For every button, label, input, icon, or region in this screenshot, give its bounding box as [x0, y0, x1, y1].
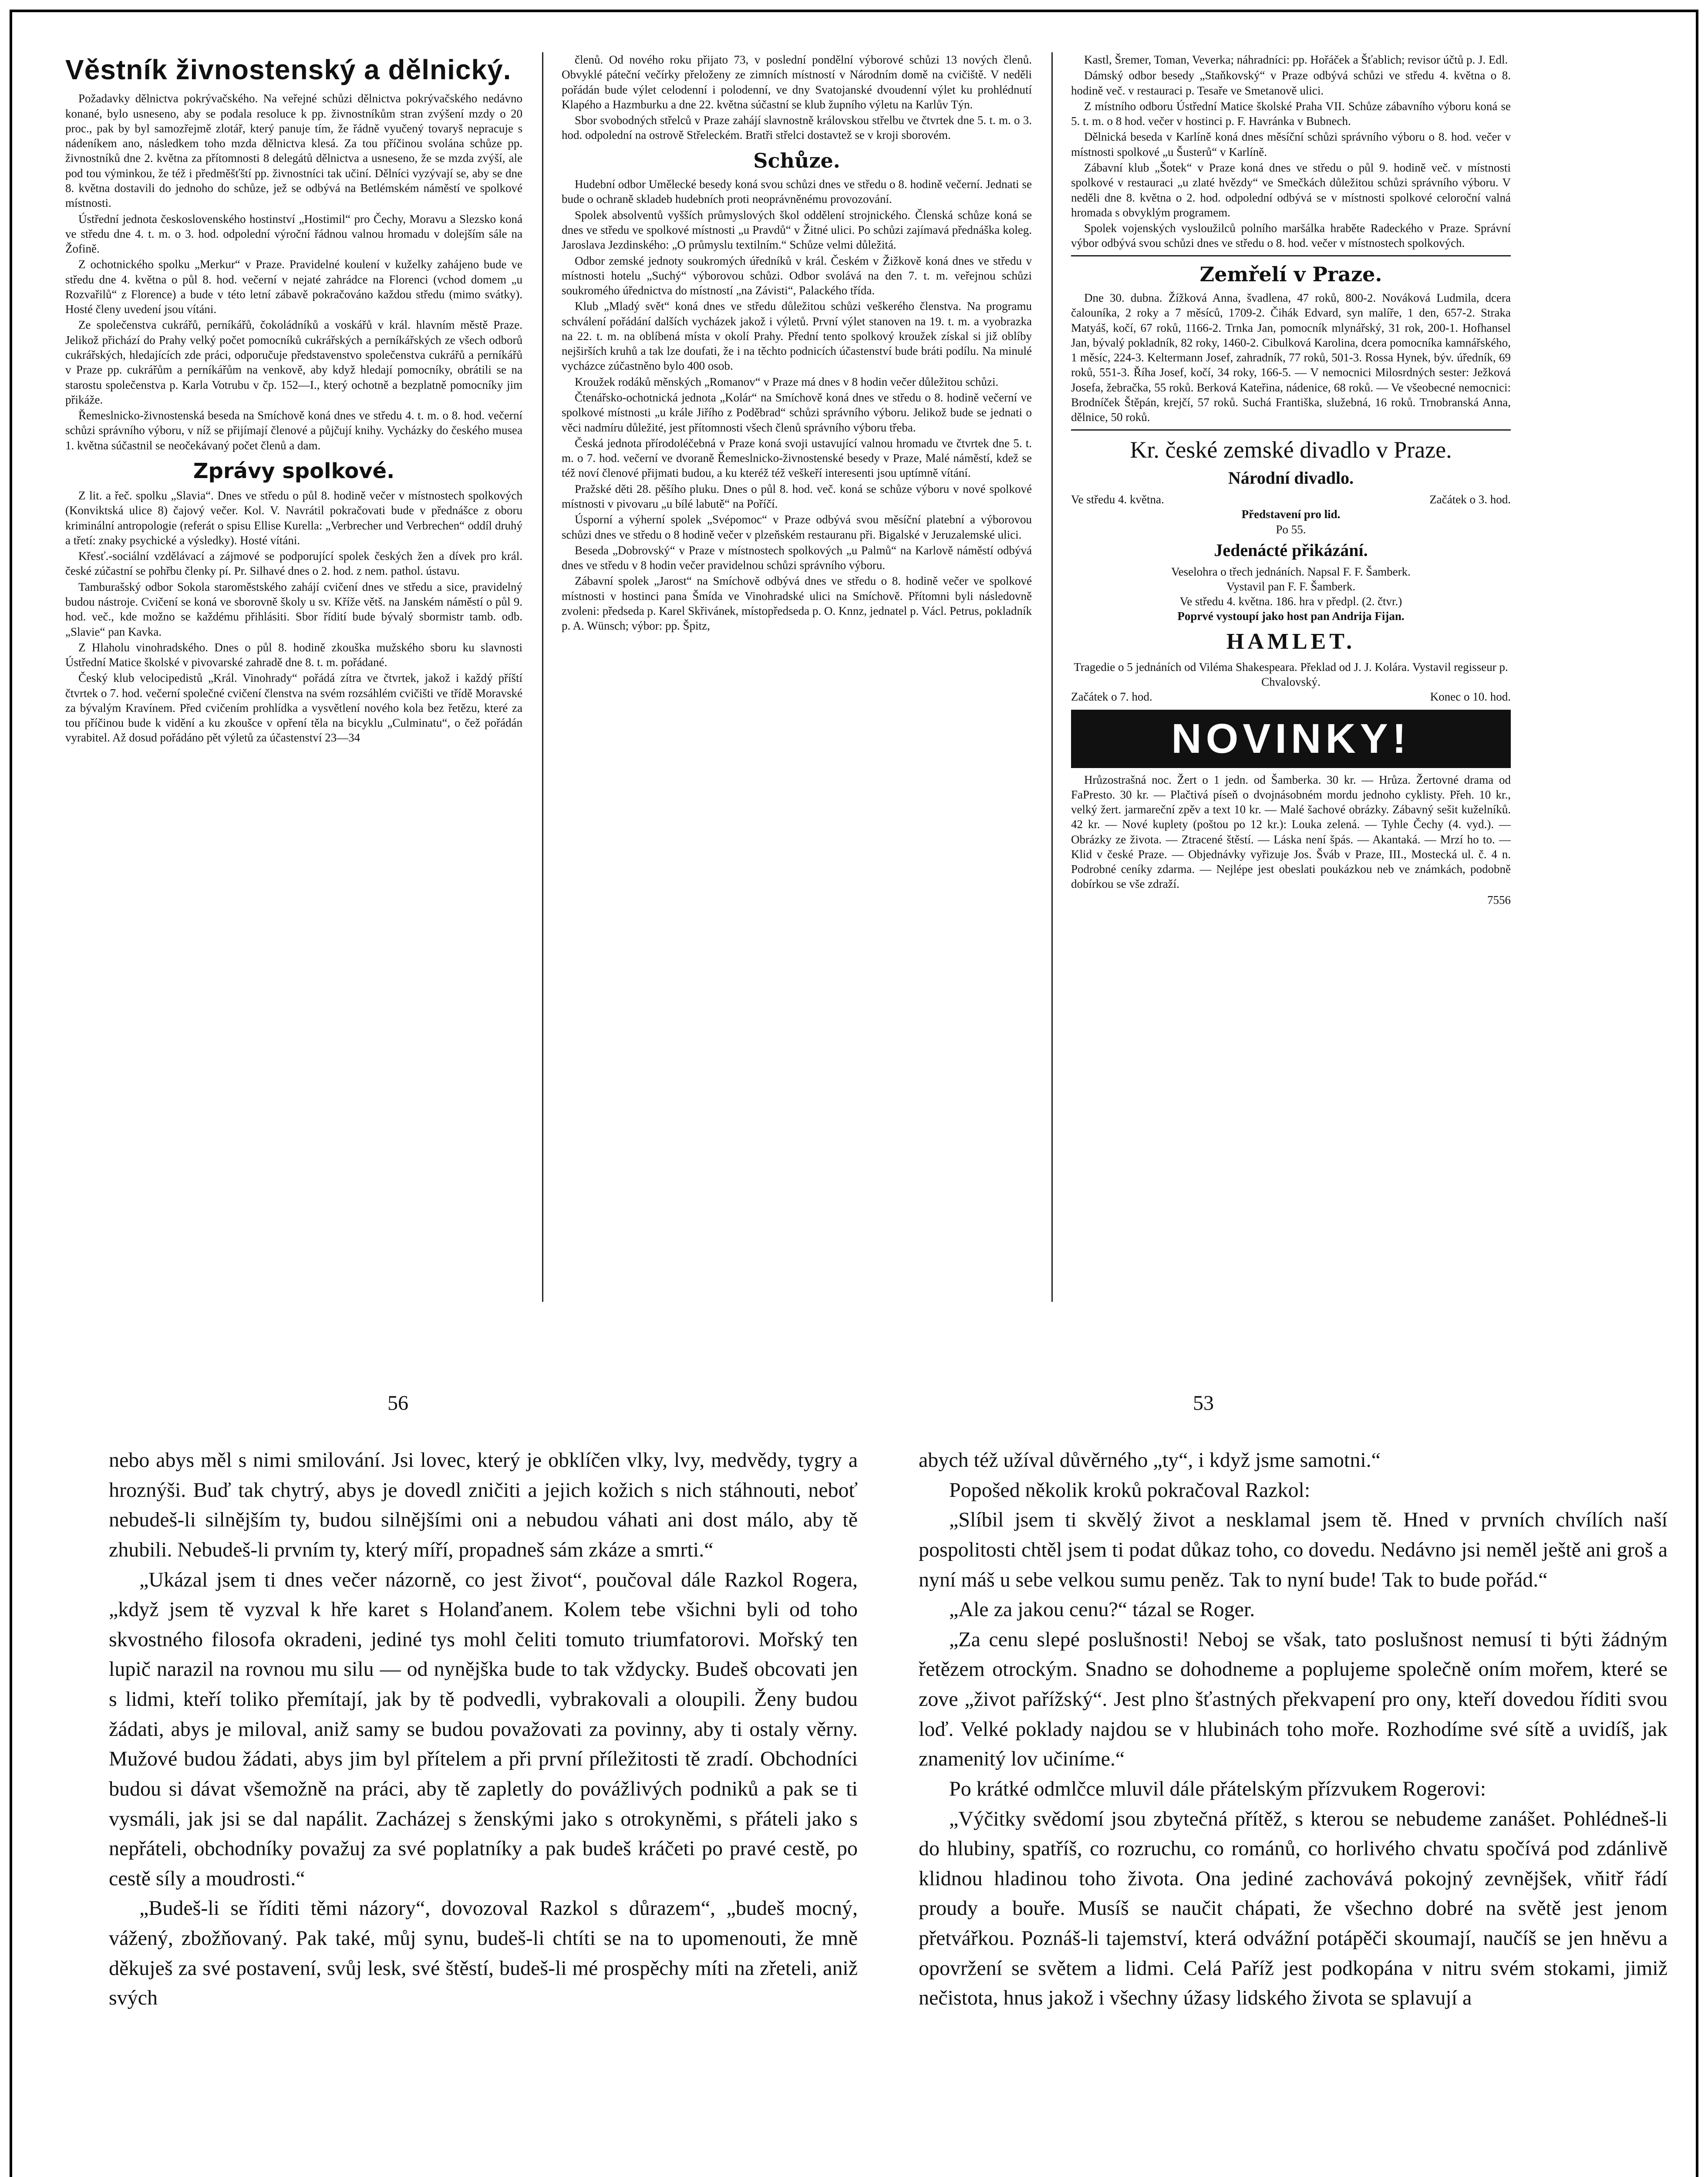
newspaper-column-1	[65, 52, 522, 1302]
theatre-end: Konec o 10. hod.	[1430, 690, 1511, 704]
ad-number: 7556	[1487, 893, 1511, 907]
news-item: Dámský odbor besedy „Staňkovský“ v Praze odbývá schůzi ve středu 4. května o 8. hodině več. v restauraci p. Tesaře ve Smetanově ulici.	[1071, 69, 1511, 97]
news-item: Ze společenstva cukrářů, perníkářů, čokoládníků a voskářů v král. hlavním městě Praze. Jelikož přichází do Prahy velký počet pomocníků cukrářských a perníkářských ze všech odborů cukrářských, hledajících zde práci, odporučuje představenstvo společenstva cukrářů a perníkářů v Praze pp. cukrářům a perníkářům na venkově, aby když hledají pomocníky, obrátili se na starostu společenstva p. Karla Votrubu v čp. 152—I., který ochotně a bezplatně pomocníky jim přikáže.	[65, 318, 522, 406]
masthead: Věstník živnostenský a dělnický.	[65, 54, 512, 85]
newspaper-column-3	[1071, 52, 1511, 1302]
theatre-start: Začátek o 3. hod.	[1429, 492, 1511, 506]
news-item: Kastl, Šremer, Toman, Veverka; náhradníci: pp. Hořáček a Šťablich; revisor účtů p. J. Edl.	[1084, 53, 1508, 66]
theatre-row	[1071, 689, 1511, 704]
theatre-line: Vystavil pan F. F. Šamberk.	[1226, 580, 1356, 593]
news-item: Řemeslnicko-živnostenská beseda na Smíchově koná dnes ve středu 4. t. m. o 8. hod. večerní schůzi správního výboru, v níž se přijímají členové a půjčují knihy. Vycházky do českého musea 1. května súčastnil se neočekávaný počet členů a dam.	[65, 409, 522, 452]
news-item: Z lit. a řeč. spolku „Slavia“. Dnes ve středu o půl 8. hodině večer v místnostech spolkových (Konviktská ulice 8) čajový večer. Kol. V. Navrátil pokračovati bude v přednášce z oboru kriminální antropologie (referát o spisu Ellise Kurella: „Verbrecher und Verbrechen“ oddíl druhý a třetí: znaky psychické a výsledky). Hosté vítáni.	[65, 489, 522, 547]
news-item: Dělnická beseda v Karlíně koná dnes měsíční schůzi správního výboru o 8. hod. večer v místnosti spolkové „u Šusterů“ v Karlíně.	[1071, 130, 1511, 158]
news-item: Z místního odboru Ústřední Matice školské Praha VII. Schůze zábavního výboru koná se 5. t. m. o 8 hod. večer v hostinci p. F. Havránka v Bubnech.	[1071, 99, 1511, 128]
theatre-line: Tragedie o 5 jednáních od Viléma Shakespeara. Překlad od J. J. Kolára. Vystavil regisseur p. Chvalovský.	[1074, 660, 1508, 689]
theatre-line: Ve středu 4. května. 186. hra v předpl. (2. čtvr.)	[1179, 595, 1402, 608]
news-item: Český klub velocipedistů „Král. Vinohrady“ pořádá zítra ve čtvrtek, jakož i každý příští čtvrtek o 7. hod. večerní společné cvičení členstva na svém rozsáhlém cvičišti ve třídě Moravské za bývalým Kravínem. Před cvičením prohlídka a vysvětlení nového kola bez řetězu, které za tou příčinou bude k vidění a ku zkoušce v opření těla na bicyklu „Culminatu“, o čež pořádán vyrabitel. Až dosud pořádáno pět výletů za účastenství 23—34	[65, 671, 522, 745]
paragraph: Po krátké odmlčce mluvil dále přátelským přízvukem Rogerovi:	[949, 1777, 1486, 1800]
death-notices: Dne 30. dubna. Žížková Anna, švadlena, 47 roků, 800-2. Nováková Ludmila, dcera čalouníka, 2 roky a 7 měsíců, 1709-2. Čihák Edvard, syn malíře, 1 den, 657-2. Straka Matyáš, kočí, 67 roků, 1166-2. Trnka Jan, pomocník mlynářský, 31 rok, 200-1. Hofhansel Jan, bývalý pokladník, 82 roky, 1460-2. Cibulková Karolina, dcera pomocníka kamnářského, 1 měsíc, 224-3. Keltermann Josef, zahradník, 77 roků, 501-3. Rossa Hynek, býv. úředník, 69 roků, 551-3. Říha Josef, kočí, 34 roky, 166-5. — V nemocnici Milosrdných sester: Ježková Josefa, žebračka, 55 roků. Berková Kateřina, nádenice, 68 roků. — Ve všeobecné nemocnici: Brodníček Štěpán, krejčí, 57 roků. Suchá Františka, služebná, 16 roků. Trnobranská Anna, dělnice, 50 roků.	[1071, 291, 1511, 424]
newspaper-column-2	[562, 52, 1032, 1302]
novinky-text: Hrůzostrašná noc. Žert o 1 jedn. od Šamberka. 30 kr. — Hrůza. Žertovné drama od FaPresto. 30 kr. — Plačtivá píseň o dvojnásobném mordu jednoho cyklisty. Přeh. 10 kr., velký žert. jarmareční zpěv a text 10 kr. — Malé šachové obrázky. Zábavný sešit kuželníků. 42 kr. — Nové kuplety (poštou po 12 kr.): Louka zelená. — Tyhle Čechy (4. vyd.). — Obrázky ze života. — Ztracené štěstí. — Láska není špás. — Akantaká. — Mrzí ho to. — Klid v české Praze. — Objednávky vyřizuje Jos. Šváb v Praze, III., Mostecká ul. č. 4 n. Podrobné ceníky zdarma. — Nejlépe jest obeslati poukázkou neb ve známkách, podobně dobírkou se vše zdraží.	[1071, 773, 1511, 891]
paragraph: „Slíbil jsem ti skvělý život a nesklamal jsem tě. Hned v prvních chvílích naší pospolitosti chtěl jsem ti podat důkaz toho, co dovedu. Nedávno jsi neměl ještě ani groš a nyní máš u sebe velkou sumu peněz. Tak to nyní bude! Tak to bude pořád.“	[919, 1508, 1668, 1591]
paragraph: „Budeš-li se říditi těmi názory“, dovozoval Razkol s důrazem“, „budeš mocný, vážený, zbožňovaný. Pak také, můj synu, budeš-li chtíti se na to upomenouti, že mně děkuješ za své postavení, svůj lesk, své štěstí, budeš-li mé prospěchy míti na zřeteli, aniž svých	[109, 1897, 858, 2010]
news-item: členů. Od nového roku přijato 73, v poslední pondělní výborové schůzi 13 nových členů. Obvyklé páteční večírky přeloženy ze zimních místností v Národním domě na cvičiště. V neděli pořádán bude výlet celodenní i polodenní, ve dny Svatojanské dvoudenní výlet ku prohlédnutí Klapého a Hazmburku a dne 22. května súčastní se klub župního výletu na Karlův Týn.	[562, 53, 1032, 111]
news-item: Spolek absolventů vyšších průmyslových škol oddělení strojnického. Členská schůze koná se dnes ve středu ve spolkové místnosti „u Pravdů“ v Žitné ulici. Po schůzi zajímavá přednáška koleg. Jaroslava Jezdinského: „O průmyslu textilním.“ Schůze velmi důležitá.	[562, 208, 1032, 252]
paragraph: abych též užíval důvěrného „ty“, i když jsme samotni.“	[919, 1449, 1381, 1472]
theatre-start: Začátek o 7. hod.	[1071, 690, 1152, 704]
news-item: Křesť.-sociální vzdělávací a zájmové se podporující spolek českých žen a dívek pro král. české zúčastní se pohřbu členky pí. Pr. Silhavé dnes o 2. hod. z nem. pathol. ústavu.	[65, 549, 522, 578]
theatre-line: Poprvé vystoupí jako host pan Andrija Fijan.	[1177, 610, 1405, 623]
news-item: Požadavky dělnictva pokrývačského. Na veřejné schůzi dělnictva pokrývačského nedávno konané, bylo usneseno, aby se podala resoluce k pp. živnostníkům stran zvýšení mzdy o 20 proc., pak by byl samozřejmě zlotář, který panuje tím, že řádně vyučený tovaryš nepracuje s nádeníkem ano, následkem toho mzda dělnictva klesá. Za tou příčinou svolána schůze pp. živnostníků dne 2. května za přítomnosti 8 delegátů dělnictva a usneseno, že se mzda zvýší, ale pod tou výminkou, že též i předměšťští pp. živnostníci tak učiní. Dělníci vyzývají se, aby se dne 8. května dostavili do jednoho do schůze, jež se odbývá na Betlémském náměstí ve spolkové místnosti.	[65, 92, 522, 210]
column-rule	[1051, 52, 1053, 1302]
news-item: Ústřední jednota československého hostinství „Hostimil“ pro Čechy, Moravu a Slezsko koná ve středu dne 4. t. m. o 3. hod. odpolední výroční řádnou valnou hromadu v dolejším sále na Žofině.	[65, 212, 522, 256]
section-heading-zemreli: Zemřelí v Praze.	[1199, 262, 1382, 286]
theatre-subtitle: Národní divadlo.	[1228, 468, 1354, 488]
theatre-date: Ve středu 4. května.	[1071, 492, 1164, 506]
news-item: Z ochotnického spolku „Merkur“ v Praze. Pravidelné koulení v kuželky zahájeno bude ve středu dne 4. května o půl 8. hod. večerní v nejaté zahrádce na Florenci (vchod domem „u Rozvařilů“ z Florence) a bude v této letní zábavě pokračováno každou středu (mimo svátky). Hosté členy uvedení jsou vítáni.	[65, 258, 522, 316]
news-item: Klub „Mladý svět“ koná dnes ve středu důležitou schůzi veškerého členstva. Na programu schválení pořádání dalších vycházek jakož i výletů. První výlet stanoven na 19. t. m. a vyobrazka na 22. t. m. na oblíbená místa v okolí Prahy. Přední tento spolkový kroužek získal si již oblíby nejširších kruhů a tak lze doufati, že i na těchto podnicích účastenství bude bráti podílu. Na minulé vycházce zúčastněno bylo 400 osob.	[562, 300, 1032, 373]
paragraph: „Ale za jakou cenu?“ tázal se Roger.	[949, 1598, 1255, 1621]
page-number-left: 56	[387, 1392, 408, 1415]
news-item: Z Hlaholu vinohradského. Dnes o půl 8. hodině zkouška mužského sboru ku slavnosti Ústřední Matice školské v pivovarské zahradě dne 8. t. m. pořádané.	[65, 640, 522, 669]
newspaper-clipping	[65, 52, 1511, 1302]
theatre-line: Veselohra o třech jednáních. Napsal F. F. Šamberk.	[1171, 565, 1411, 578]
news-item: Kroužek rodáků měnských „Romanov“ v Praze má dnes v 8 hodin večer důležitou schůzi.	[575, 375, 999, 388]
news-item: Hudební odbor Umělecké besedy koná svou schůzi dnes ve středu o 8. hodině večerní. Jednati se bude o ochraně skladeb hudebních proti neoprávněnému provozování.	[562, 178, 1032, 206]
news-item: Tamburašský odbor Sokola staroměstského zahájí cvičení dnes ve středu a sice, pravidelný budou nástroje. Cvičení se koná ve sborovně školy u sv. Kříže větš. na Janském náměstí o půl 9. hod. več., kde možno se každému přihlásiti. Sbor řídití bude bývalý sbormistr tamb. odb. „Slavie“ pan Kavka.	[65, 580, 522, 638]
book-page-left	[109, 1446, 858, 2013]
news-item: Odbor zemské jednoty soukromých úředníků v král. Českém v Žižkově koná dnes ve středu v místnosti hotelu „Suchý“ výborovou schůzi. Odbor svolává na den 7. t. m. veřejnou schůzi soukromého úřednictva do místností „na Závisti“, Palackého třída.	[562, 254, 1032, 297]
news-item: Spolek vojenských vysloužilců polního maršálka hraběte Radeckého v Praze. Správní výbor odbývá svou schůzi dnes ve středu o 8. hod. večer v místnostech spolkových.	[1071, 222, 1511, 250]
theatre-row	[1071, 492, 1511, 507]
section-heading-schuze: Schůze.	[753, 148, 840, 172]
column-rule	[542, 52, 543, 1302]
paragraph: nebo abys měl s nimi smilování. Jsi lovec, který je obklíčen vlky, lvy, medvědy, tygry a hroznýši. Buď tak chytrý, abys je dovedl zničiti a jejich kožich s nich stáhnouti, neboť nebudeš-li silnějším ty, budou silnějšími oni a nebudou váhati ani dost málo, aby tě zhubili. Nebudeš-li prvním ty, který míří, propadneš sám zkáze a smrti.“	[109, 1449, 858, 1561]
page-number-right: 53	[1193, 1392, 1214, 1415]
news-item: Zábavní spolek „Jarost“ na Smíchově odbývá dnes ve středu o 8. hodině večer ve spolkové místnosti v hostinci pana Šmída ve Vinohradské ulici na Smíchově. Přítomni byli následovně zvoleni: předseda p. Karel Skřivánek, místopředseda p. O. Knnz, jednatel p. Václ. Petrus, pokladník p. A. Wünsch; výbor: pp. Špitz,	[562, 574, 1032, 633]
news-item: Zábavní klub „Šotek“ v Praze koná dnes ve středu o půl 9. hodině več. v místnosti spolkové v restauraci „u zlaté hvězdy“ ve Smečkách důležitou schůzi správního výboru. V neděli dne 8. května o 2. hod. odpolední odbývá se v místnosti spolkové celoroční valná hromada s obvyklým programem.	[1071, 161, 1511, 219]
play-title: HAMLET.	[1226, 629, 1356, 654]
divider	[1071, 255, 1511, 256]
news-item: Česká jednota přírodoléčebná v Praze koná svoji ustavující valnou hromadu ve čtvrtek dne 5. t. m. o 7. hod. večerní ve dvoraně Řemeslnicko-živnostenské besedy v Praze, Malé náměstí, kdež se též noví členové přijmati budou, a ku kteréž též veškeří interesenti jsou uptímně vítání.	[562, 436, 1032, 480]
paragraph: „Za cenu slepé poslušnosti! Neboj se však, tato poslušnost nemusí ti býti žádným řetězem otrockým. Snadno se dohodneme a poplujeme společně oním mořem, které se zove „život pařížský“. Jest plno šťastných překvapení pro ony, kteří dovedou říditi svou loď. Velké poklady najdou se v hlubinách toho moře. Rozhodíme své sítě a uvidíš, jak znamenitý lov učiníme.“	[919, 1628, 1668, 1771]
divider	[1071, 429, 1511, 431]
theatre-line: Představení pro lid.	[1241, 508, 1341, 521]
paragraph: „Výčitky svědomí jsou zbytečná přítěž, s kterou se nebudeme zanášet. Pohlédneš-li do hlubiny, spatříš, co rozruchu, co románů, co horlivého chvatu spočívá pod zdánlivě klidnou hladinou toho života. Ona jediné zachovává pokojný zevnějšek, vňitř řádí proudy a bouře. Musíš se naučit chápati, že všechno dobré na světě jest jenom přetvářkou. Poznáš-li tajemství, která odvážní potápěči skoumají, naučíš se jen hněvu a opovržení se světem a lidmi. Celá Paříž jest podkopána v nitru svém stokami, jimiž nečistota, hnus jakož i všechny úžasy lidského života se splavují a	[919, 1807, 1668, 2010]
novinky-banner: NOVINKY!	[1071, 710, 1511, 768]
news-item: Pražské děti 28. pěšího pluku. Dnes o půl 8. hod. več. koná se schůze výboru v nové spolkové místnosti v pivovaru „u bílé labutě“ na Poříčí.	[562, 482, 1032, 510]
news-item: Čtenářsko-ochotnická jednota „Kolár“ na Smíchově koná dnes ve středu o 8. hodině večerní ve spolkové místnosti „u krále Jiřího z Poděbrad“ schůzi správního výboru. Jelikož bude se jednati o věci nadmíru důležité, jest přítomnosti všech členů správního výboru třeba.	[562, 391, 1032, 434]
book-page-right	[919, 1446, 1668, 2013]
play-title: Jedenácté přikázání.	[1214, 540, 1368, 560]
theatre-line: Po 55.	[1276, 522, 1306, 536]
news-item: Beseda „Dobrovský“ v Praze v místnostech spolkových „u Palmů“ na Karlově náměstí odbývá dnes ve středu v 8 hodin večer pravidelnou schůzi správního výboru.	[562, 543, 1032, 572]
paragraph: „Ukázal jsem ti dnes večer názorně, co jest život“, poučoval dále Razkol Rogera, „když jsem tě vyzval k hře karet s Holanďanem. Kolem tebe všichni byli od toho skvostného filosofa okradeni, jediné tys mohl čeliti tomuto triumfatorovi. Mořský ten lupič narazil na rovnou mu silu — od nynějška bude to tak vždycky. Budeš obcovati jen s lidmi, kteří toliko přemítají, jak by tě podvedli, vybrakovali a oloupili. Ženy budou žádati, abys je miloval, aniž samy se budou považovati za povinny, aby ti ostaly věrny. Mužové budou žádati, abys jim byl přítelem a při první příležitosti tě zradí. Obchodníci budou si dávat všemožně na práci, aby tě zapletly do povážlivých podniků a pak se ti vysmáli, jak jsi se dal napálit. Zacházej s ženskými jako s otrokyněmi, s přáteli jako s nepřáteli, obchodníky považuj za své poplatníky a pak budeš kráčeti po pravé cestě, po cestě síly a moudrosti.“	[109, 1568, 858, 1890]
paragraph: Popošed několik kroků pokračoval Razkol:	[949, 1478, 1310, 1502]
theatre-name: Kr. české zemské divadlo v Praze.	[1130, 436, 1452, 463]
news-item: Úsporní a výherní spolek „Svépomoc“ v Praze odbývá svou měsíční platební a výborovou schůzi dnes ve středu o 8 hodině večer v plzeňském restauranu při. Bigalské v Jeruzalemské ulici.	[562, 513, 1032, 541]
section-heading-zpravy: Zprávy spolkové.	[193, 459, 395, 484]
news-item: Sbor svobodných střelců v Praze zahájí slavnostně královskou střelbu ve čtvrtek dne 5. t. m. o 3. hod. odpolední na ostrově Střeleckém. Bratři střelci dostavtež se v kroji sborovém.	[562, 114, 1032, 142]
